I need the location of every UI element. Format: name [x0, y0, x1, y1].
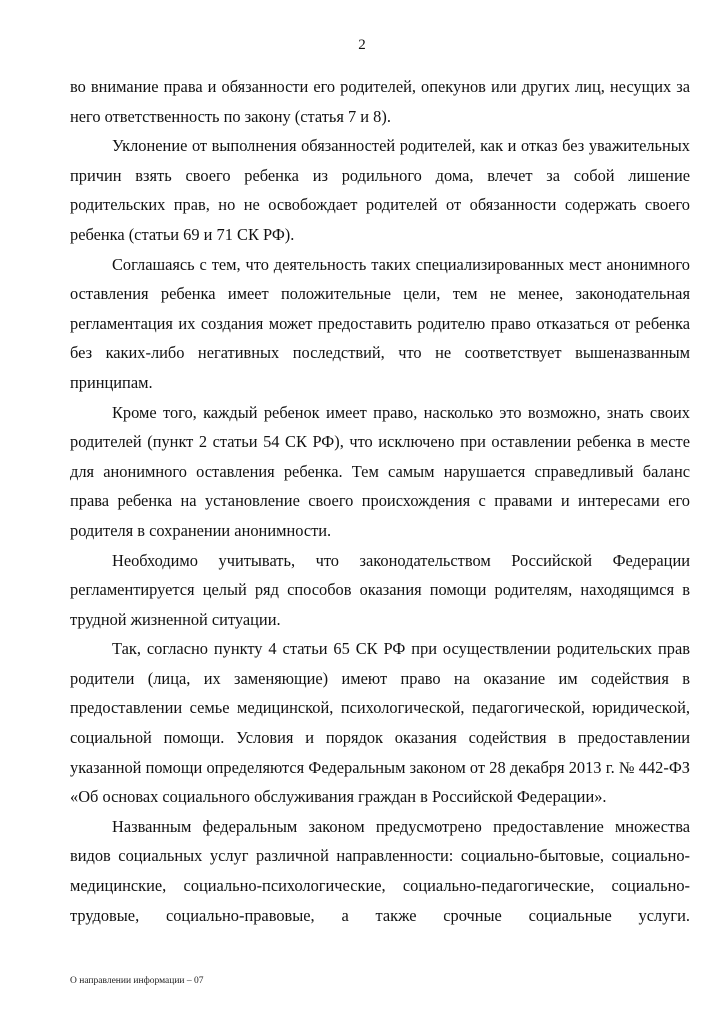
document-body: [70, 72, 690, 930]
paragraph: Так, согласно пункту 4 статьи 65 СК РФ при осуществлении родительских прав родители (лица, их заменяющие) имеют право на оказание им содействия в предоставлении семье медицинской, психологической, педагогической, юридической, социальной помощи. Условия и порядок оказания содействия в предоставлении указанной помощи определяются Федеральным законом от 28 декабря 2013 г. № 442-ФЗ «Об основах социального обслуживания граждан в Российской Федерации».: [70, 639, 690, 807]
footer-note: О направлении информации – 07: [70, 976, 204, 986]
paragraph: Кроме того, каждый ребенок имеет право, насколько это возможно, знать своих родителей (пункт 2 статьи 54 СК РФ), что исключено при оставлении ребенка в месте для анонимного оставления ребенка. Тем самым нарушается справедливый баланс права ребенка на установление своего происхождения с правами и интересами его родителя в сохранении анонимности.: [70, 402, 690, 540]
paragraph: Соглашаясь с тем, что деятельность таких специализированных мест анонимного оставления ребенка имеет положительные цели, тем не менее, законодательная регламентация их создания может предоставить родителю право отказаться от ребенка без каких-либо негативных последствий, что не соответствует вышеназванным принципам.: [70, 254, 690, 392]
paragraph: Необходимо учитывать, что законодательством Российской Федерации регламентируется целый ряд способов оказания помощи родителям, находящимся в трудной жизненной ситуации.: [70, 550, 690, 629]
page-number: 2: [358, 37, 366, 53]
paragraph-continued: во внимание права и обязанности его родителей, опекунов или других лиц, несущих за него ответственность по закону (статья 7 и 8).: [70, 77, 690, 126]
paragraph: Уклонение от выполнения обязанностей родителей, как и отказ без уважительных причин взять своего ребенка из родильного дома, влечет за собой лишение родительских прав, но не освобождает родителей от обязанности содержать своего ребенка (статьи 69 и 71 СК РФ).: [70, 136, 690, 244]
paragraph-continues-next-page: Названным федеральным законом предусмотрено предоставление множества видов социальных услуг различной направленности: социально-бытовые, социально-медицинские, социально-психологические, социально-педагогические, социально-трудовые, социально-правовые, а также срочные социальные услуги.: [70, 816, 690, 925]
